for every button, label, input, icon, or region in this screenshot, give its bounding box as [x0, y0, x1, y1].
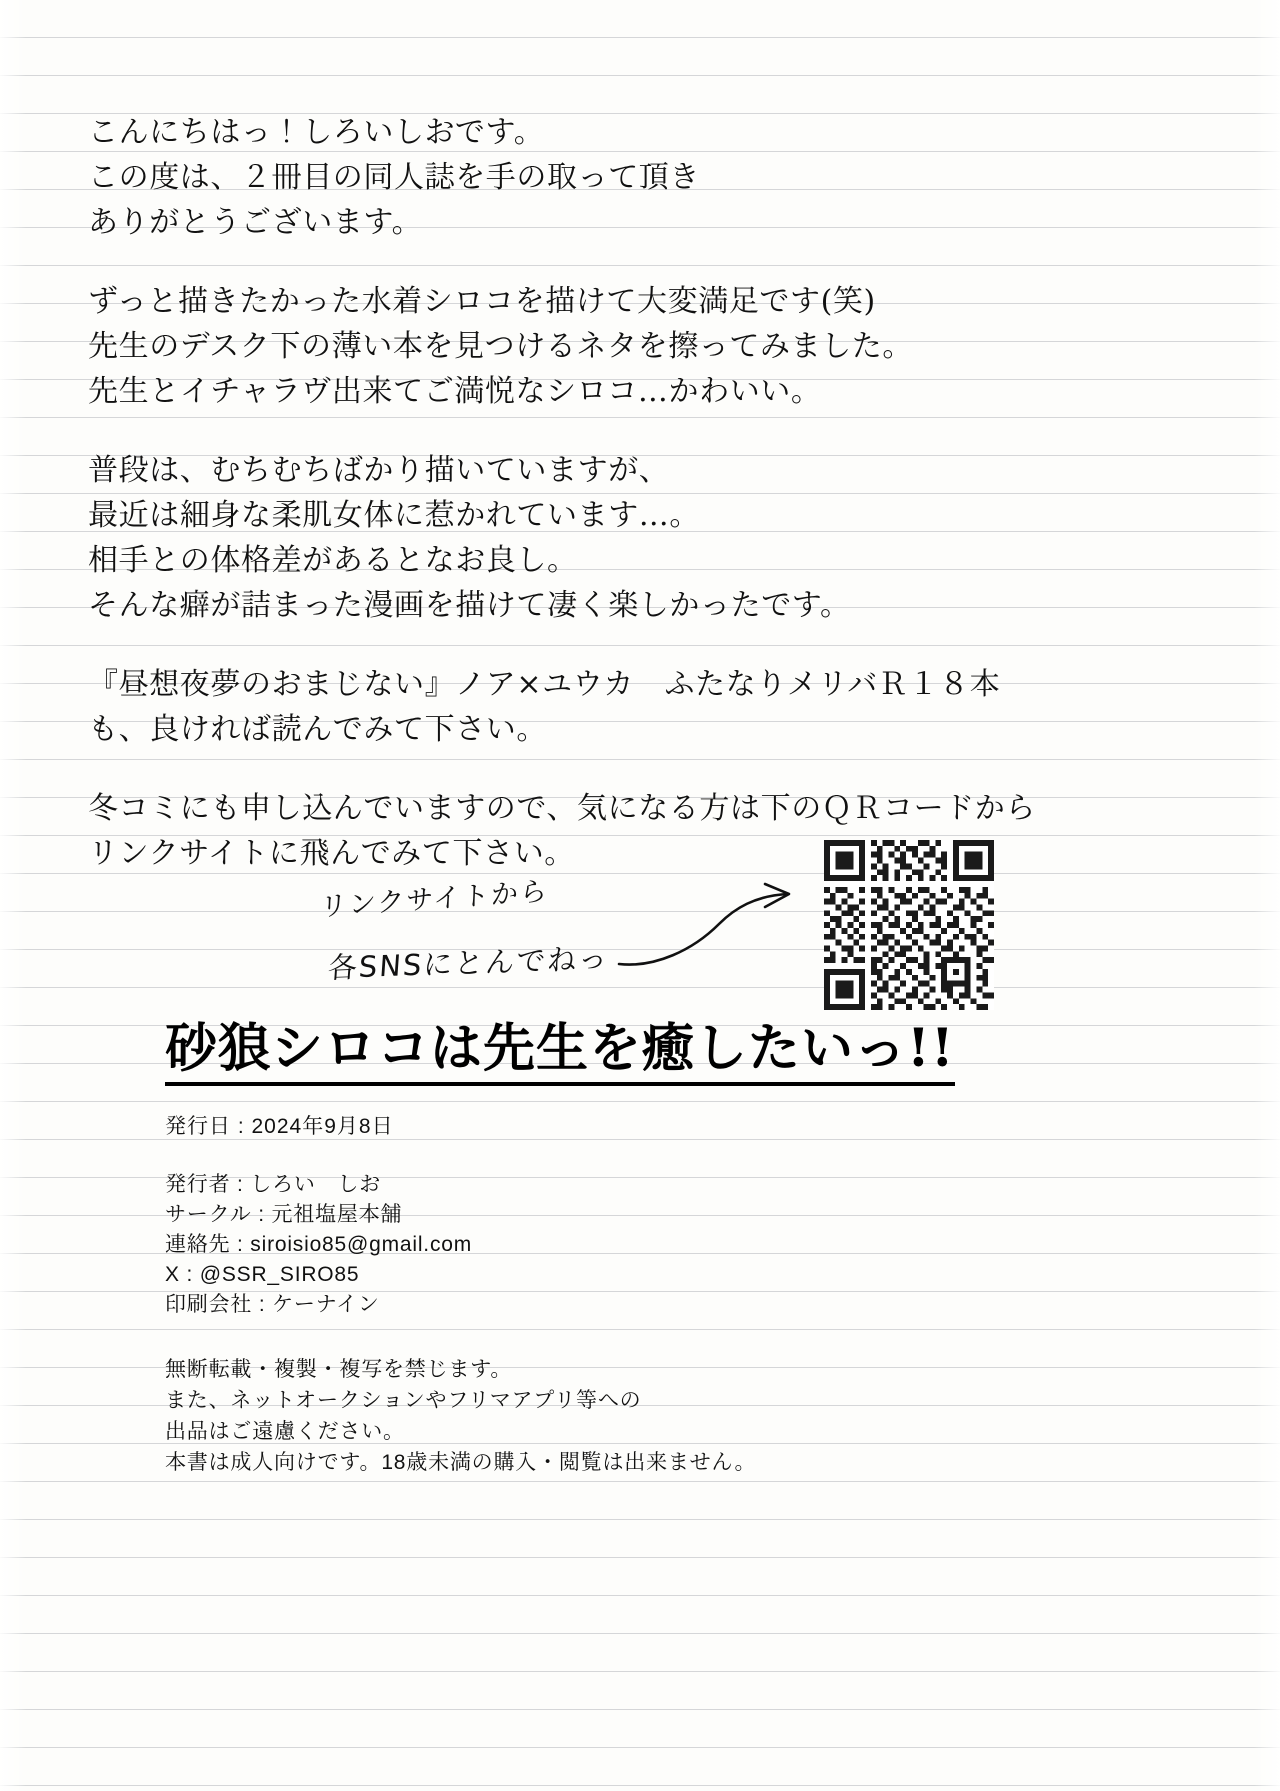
- afterword-line: 『昼想夜夢のおまじない』ノア×ユウカ ふたなりメリバＲ１８本: [88, 667, 1001, 702]
- afterword-line: 最近は細身な柔肌女体に惹かれています…。: [88, 498, 700, 533]
- publication-date: 発行日 : 2024年9月8日: [165, 1115, 394, 1138]
- afterword-line: 相手との体格差があるとなお良し。: [88, 543, 578, 578]
- handwritten-note-line1: リンクサイトから: [319, 875, 550, 924]
- colophon: [165, 1018, 1125, 1478]
- credit-printer: 印刷会社 : ケーナイン: [165, 1293, 380, 1316]
- afterword-line: 先生とイチャラヴ出来てご満悦なシロコ…かわいい。: [88, 374, 822, 409]
- afterword-line: も、良ければ読んでみて下さい。: [88, 712, 547, 747]
- afterword-paragraph: [88, 279, 1168, 414]
- handwritten-note-line2: 各SNSにとんでねっ: [326, 941, 611, 986]
- credit-x-account: X : @SSR_SIRO85: [165, 1263, 360, 1286]
- afterword-line: こんにちはっ！しろいしおです。: [88, 115, 545, 150]
- afterword-line: ありがとうございます。: [88, 205, 423, 240]
- afterword-paragraph: [88, 448, 1168, 628]
- afterword-line: そんな癖が詰まった漫画を描けて凄く楽しかったです。: [88, 588, 851, 623]
- notice-line: 無断転載・複製・複写を禁じます。: [165, 1358, 513, 1381]
- afterword-line: この度は、２冊目の同人誌を手の取って頂き: [88, 160, 700, 195]
- afterword-line: 先生のデスク下の薄い本を見つけるネタを擦ってみました。: [88, 329, 913, 364]
- afterword-line: ずっと描きたかった水着シロコを描けて大変満足です(笑): [88, 284, 876, 319]
- afterword-paragraph: [88, 110, 1168, 245]
- credit-contact-email: 連絡先 : siroisio85@gmail.com: [165, 1233, 473, 1256]
- legal-notice-block: [165, 1354, 1125, 1478]
- afterword-line: 普段は、むちむちばかり描いていますが、: [88, 453, 670, 488]
- credit-publisher: 発行者 : しろい しお: [165, 1173, 382, 1196]
- qr-code-image[interactable]: [824, 840, 994, 1010]
- arrow-right-icon: [615, 880, 815, 970]
- credit-circle: サークル : 元祖塩屋本舗: [165, 1203, 403, 1226]
- afterword-paragraph: [88, 662, 1168, 752]
- book-title: 砂狼シロコは先生を癒したいっ!!: [165, 1018, 955, 1086]
- afterword-text: [88, 110, 1168, 876]
- afterword-line: 冬コミにも申し込んでいますので、気になる方は下のＱＲコードから: [88, 791, 1036, 826]
- notice-line: 本書は成人向けです。18歳未満の購入・閲覧は出来ません。: [165, 1451, 757, 1474]
- notice-line: また、ネットオークションやフリマアプリ等への: [165, 1389, 642, 1412]
- qr-code[interactable]: [824, 840, 994, 1010]
- afterword-line: リンクサイトに飛んでみて下さい。: [88, 836, 575, 871]
- notice-line: 出品はご遠慮ください。: [165, 1420, 405, 1443]
- credits-block: [165, 1170, 1125, 1320]
